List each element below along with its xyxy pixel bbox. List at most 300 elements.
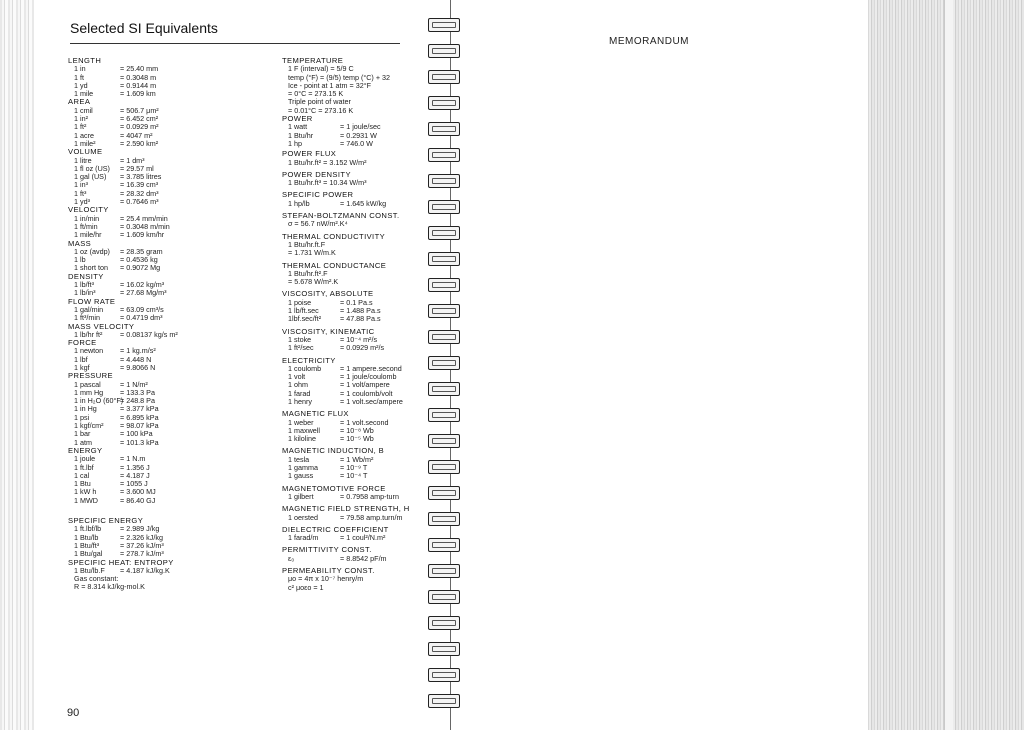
spiral-coil — [428, 408, 460, 422]
section-heading: TEMPERATURE — [282, 56, 344, 65]
unit-value: = 8.8542 pF/m — [340, 553, 387, 563]
page-title: Selected SI Equivalents — [70, 20, 218, 36]
unit-value: = 28.35 gram — [120, 246, 163, 256]
conversion-row — [68, 397, 278, 405]
conversion-line: = 1.731 W/m.K — [288, 248, 336, 258]
section-heading: VISCOSITY, ABSOLUTE — [282, 289, 374, 299]
spiral-coil — [428, 96, 460, 110]
section-heading: THERMAL CONDUCTIVITY — [282, 231, 386, 241]
conversion-row — [282, 140, 432, 148]
conversion-line: 1 Btu/hr.ft².F — [288, 268, 328, 278]
unit-value: = 248.8 Pa — [120, 396, 155, 406]
unit-value: = 1 coulomb/volt — [340, 388, 393, 398]
unit-value: = 0.08137 kg/s m² — [120, 329, 178, 339]
spiral-coil — [428, 668, 460, 682]
spiral-coil — [428, 512, 460, 526]
conversion-row — [68, 74, 278, 82]
unit-label: 1 bar — [74, 429, 91, 439]
unit-value: = 1 ampere.second — [340, 363, 402, 373]
conversion-section — [68, 240, 278, 273]
conversion-row — [68, 525, 278, 533]
unit-value: = 0.4536 kg — [120, 255, 158, 265]
spiral-coil — [428, 642, 460, 656]
unit-label: 1 in² — [74, 114, 88, 124]
unit-label: 1 gal/min — [74, 304, 104, 314]
conversion-section — [68, 57, 278, 98]
section-heading: MASS — [68, 238, 92, 248]
unit-value: = 1.488 Pa.s — [340, 306, 381, 316]
section-heading: VISCOSITY, KINEMATIC — [282, 326, 375, 336]
unit-label: 1 Btu/hr — [288, 130, 314, 140]
unit-label: 1 mile — [74, 89, 94, 99]
section-heading: MASS VELOCITY — [68, 321, 135, 331]
conversion-row — [282, 200, 432, 208]
memorandum-heading: MEMORANDUM — [609, 36, 689, 47]
unit-value: = 746.0 W — [340, 138, 373, 148]
unit-label: 1 joule — [74, 454, 96, 464]
unit-value: = 3.785 litres — [120, 172, 162, 182]
unit-value: = 79.58 amp.turn/m — [340, 512, 403, 522]
unit-value: = 1 volt/ampere — [340, 380, 390, 390]
unit-value: = 2.326 kJ/kg — [120, 532, 163, 542]
unit-value: = 0.2931 W — [340, 130, 377, 140]
conversion-section — [68, 323, 278, 340]
conversion-line: σ = 56.7 nW/m².K⁴ — [288, 219, 348, 229]
conversion-row — [68, 82, 278, 90]
unit-label: 1 ft³ — [74, 188, 87, 198]
conversion-row — [68, 123, 278, 131]
spiral-coil — [428, 356, 460, 370]
spiral-coil — [428, 252, 460, 266]
unit-label: 1 psi — [74, 412, 90, 422]
unit-label: 1 cmil — [74, 105, 93, 115]
unit-label: 1 Btu — [74, 479, 91, 489]
unit-label: 1 ft.lbf — [74, 462, 94, 472]
conversion-row — [68, 107, 278, 115]
section-heading: THERMAL CONDUCTANCE — [282, 260, 387, 270]
conversion-section — [282, 150, 432, 167]
section-heading: DIELECTRIC COEFFICIENT — [282, 524, 389, 534]
unit-value: = 1 kg.m/s² — [120, 346, 156, 356]
spiral-coil — [428, 18, 460, 32]
conversion-section — [68, 559, 278, 592]
conversion-row — [68, 181, 278, 189]
unit-label: 1 yd — [74, 80, 88, 90]
unit-label: 1 kgf/cm² — [74, 421, 104, 431]
conversion-row — [68, 464, 278, 472]
unit-value: = 10⁻⁹ T — [340, 463, 368, 473]
unit-value: = 1 Wb/m² — [340, 454, 374, 464]
unit-label: 1 Btu/ft³ — [74, 540, 100, 550]
spiral-coil — [428, 616, 460, 630]
unit-label: 1 in/min — [74, 213, 100, 223]
unit-label: 1 in H₂O (60°F) — [74, 396, 124, 406]
conversion-row — [68, 231, 278, 239]
unit-label: 1 kW h — [74, 487, 97, 497]
unit-label: 1 oersted — [288, 512, 318, 522]
unit-label: 1 mile/hr — [74, 230, 102, 240]
spiral-coil — [428, 70, 460, 84]
section-heading: ENERGY — [68, 445, 103, 455]
conversion-section — [282, 328, 432, 353]
conversion-section — [282, 567, 432, 592]
unit-value: = 1 volt.second — [340, 417, 389, 427]
title-rule — [70, 43, 400, 44]
conversion-row — [68, 65, 278, 73]
conversion-section — [282, 357, 432, 407]
unit-label: 1 farad/m — [288, 533, 319, 543]
unit-label: 1 fl oz (US) — [74, 163, 110, 173]
unit-label: 1 lbf — [74, 354, 88, 364]
section-heading: SPECIFIC POWER — [282, 190, 354, 200]
section-heading: PERMITTIVITY CONST. — [282, 545, 372, 555]
conversion-section — [68, 298, 278, 323]
unit-value: = 98.07 kPa — [120, 421, 159, 431]
unit-label: 1 stoke — [288, 334, 312, 344]
conversion-row — [68, 356, 278, 364]
unit-value: = 0.9072 Mg — [120, 263, 161, 273]
spiral-coil — [428, 694, 460, 708]
unit-label: 1 Btu/gal — [74, 549, 103, 559]
conversion-row — [282, 435, 432, 443]
conversion-section — [282, 57, 432, 115]
page-number: 90 — [67, 707, 80, 719]
conversion-section — [68, 517, 278, 558]
unit-label: 1 henry — [288, 396, 312, 406]
conversion-line: 1 Btu/hr.ft³ = 10.34 W/m³ — [288, 178, 367, 188]
conversion-row — [68, 281, 278, 289]
unit-value: = 506.7 μm² — [120, 105, 159, 115]
unit-value: = 10⁻⁸ Wb — [340, 425, 374, 435]
conversion-section — [68, 98, 278, 148]
unit-value: = 9.8066 N — [120, 362, 156, 372]
conversion-row — [282, 344, 432, 352]
unit-label: 1 lb/hr ft² — [74, 329, 103, 339]
conversion-row — [68, 480, 278, 488]
unit-value: = 1.609 km — [120, 89, 156, 99]
conversion-section — [68, 273, 278, 298]
section-heading: POWER DENSITY — [282, 169, 351, 179]
spiral-coil — [428, 278, 460, 292]
conversion-row — [68, 497, 278, 505]
unit-value: = 28.32 dm³ — [120, 188, 159, 198]
unit-value: = 4.187 J — [120, 470, 150, 480]
unit-value: = 10⁻⁴ T — [340, 471, 368, 481]
unit-label: 1 in Hg — [74, 404, 97, 414]
conversion-row — [68, 248, 278, 256]
spiral-coil — [428, 460, 460, 474]
conversion-line: = 5.678 W/m².K — [288, 277, 339, 287]
spiral-coil — [428, 330, 460, 344]
unit-label: 1 MWD — [74, 495, 98, 505]
unit-label: 1 watt — [288, 122, 308, 132]
unit-label: 1 in³ — [74, 180, 88, 190]
unit-value: = 47.88 Pa.s — [340, 314, 381, 324]
right-column — [282, 57, 432, 592]
unit-label: 1 hp — [288, 138, 302, 148]
section-heading: VELOCITY — [68, 205, 109, 215]
conversion-section — [282, 115, 432, 148]
conversion-line: Ice - point at 1 atm = 32°F — [288, 80, 371, 90]
section-heading: SPECIFIC HEAT: ENTROPY — [68, 557, 174, 567]
section-heading: POWER FLUX — [282, 149, 337, 159]
conversion-section — [282, 546, 432, 563]
conversion-line: temp (°F) = (9/5) temp (°C) + 32 — [288, 72, 391, 82]
section-heading: MAGNETIC FIELD STRENGTH, H — [282, 504, 410, 514]
section-heading: MAGNETOMOTIVE FORCE — [282, 483, 386, 493]
unit-value: = 133.3 Pa — [120, 387, 155, 397]
unit-label: 1 atm — [74, 437, 92, 447]
conversion-section — [282, 191, 432, 208]
conversion-row — [68, 190, 278, 198]
spiral-coil — [428, 538, 460, 552]
conversion-row — [68, 405, 278, 413]
unit-value: = 27.68 Mg/m³ — [120, 288, 167, 298]
unit-value: = 0.9144 m — [120, 80, 157, 90]
conversion-row — [68, 488, 278, 496]
section-heading: PRESSURE — [68, 371, 113, 381]
conversion-row — [68, 215, 278, 223]
conversion-row — [68, 534, 278, 542]
conversion-section — [282, 262, 432, 287]
unit-label: 1 poise — [288, 297, 312, 307]
conversion-line: = 0.01°C = 273.16 K — [288, 105, 354, 115]
unit-value: = 37.26 kJ/m³ — [120, 540, 164, 550]
unit-label: 1 yd³ — [74, 197, 90, 207]
unit-value: = 86.40 GJ — [120, 495, 156, 505]
spiral-coil — [428, 174, 460, 188]
conversion-row — [282, 514, 432, 522]
unit-label: 1 ohm — [288, 380, 308, 390]
unit-label: 1 ft² — [74, 122, 87, 132]
unit-value: = 278.7 kJ/m³ — [120, 549, 164, 559]
unit-value: = 10⁻⁴ m²/s — [340, 334, 378, 344]
conversion-row — [68, 472, 278, 480]
conversion-row — [282, 398, 432, 406]
unit-value: = 0.3048 m — [120, 72, 157, 82]
unit-label: 1 oz (avdp) — [74, 246, 110, 256]
unit-value: = 1.356 J — [120, 462, 150, 472]
unit-value: = 10⁻⁵ Wb — [340, 434, 374, 444]
unit-label: Gas constant: — [74, 574, 119, 584]
page-gap — [944, 0, 953, 730]
section-heading: PERMEABILITY CONST. — [282, 566, 375, 576]
section-heading: FLOW RATE — [68, 296, 116, 306]
unit-label: 1 kgf — [74, 362, 90, 372]
unit-value: = 4.187 kJ/kg.K — [120, 565, 170, 575]
unit-value: = 1 N/m² — [120, 379, 148, 389]
conversion-row — [282, 315, 432, 323]
section-heading: MAGNETIC INDUCTION, B — [282, 446, 385, 456]
conversion-section — [282, 212, 432, 229]
section-heading: MAGNETIC FLUX — [282, 409, 349, 419]
unit-value: = 0.4719 dm³ — [120, 313, 163, 323]
unit-value: = 1.645 kW/kg — [340, 198, 387, 208]
conversion-row — [68, 422, 278, 430]
unit-value: = 1 dm³ — [120, 155, 145, 165]
conversion-section — [68, 339, 278, 372]
spiral-coil — [428, 200, 460, 214]
section-heading: FORCE — [68, 338, 97, 348]
conversion-section — [282, 171, 432, 188]
unit-label: 1 weber — [288, 417, 314, 427]
unit-label: 1 gal (US) — [74, 172, 107, 182]
unit-value: = 4047 m² — [120, 130, 153, 140]
spiral-coil — [428, 382, 460, 396]
unit-value: = 1 joule/coulomb — [340, 372, 397, 382]
unit-value: = 0.0929 m² — [120, 122, 159, 132]
unit-label: 1 ft²/sec — [288, 343, 314, 353]
conversion-section — [68, 372, 278, 447]
conversion-line: 1 F (interval) = 5/9 C — [288, 64, 354, 74]
unit-label: 1 coulomb — [288, 363, 322, 373]
spiral-coil — [428, 304, 460, 318]
conversion-row — [68, 430, 278, 438]
conversion-line: μο = 4π x 10⁻⁷ henry/m — [288, 574, 364, 584]
unit-value: = 0.1 Pa.s — [340, 297, 373, 307]
unit-value: = 3.377 kPa — [120, 404, 159, 414]
conversion-section — [68, 447, 278, 505]
conversion-row — [68, 173, 278, 181]
unit-value: = 6.452 cm² — [120, 114, 159, 124]
spiral-coil — [428, 434, 460, 448]
section-heading: POWER — [282, 114, 313, 124]
conversion-section — [282, 290, 432, 323]
spiral-coil — [428, 148, 460, 162]
unit-value: = 2.989 J/kg — [120, 524, 160, 534]
conversion-row — [68, 115, 278, 123]
conversion-section — [68, 206, 278, 239]
conversion-row — [68, 132, 278, 140]
unit-label: 1 ft/min — [74, 221, 98, 231]
unit-label: 1 lb/in³ — [74, 288, 96, 298]
unit-label: 1 Btu/lb — [74, 532, 99, 542]
unit-label: 1 in — [74, 64, 86, 74]
unit-value: = 0.7958 amp-turn — [340, 491, 399, 501]
section-heading: STEFAN-BOLTZMANN CONST. — [282, 211, 400, 221]
unit-value: = 1 coul²/N.m² — [340, 533, 386, 543]
conversion-line: Triple point of water — [288, 97, 351, 107]
section-heading: LENGTH — [68, 56, 102, 65]
conversion-line: 1 Btu/hr.ft.F — [288, 239, 326, 249]
spiral-coil — [428, 486, 460, 500]
unit-label: 1 pascal — [74, 379, 101, 389]
spiral-binding — [428, 18, 458, 718]
unit-label: 1 farad — [288, 388, 311, 398]
spiral-coil — [428, 122, 460, 136]
unit-value: = 1055 J — [120, 479, 148, 489]
unit-value: = 1 N.m — [120, 454, 146, 464]
unit-label: 1 ft.lbf/lb — [74, 524, 102, 534]
unit-value: = 25.4 mm/min — [120, 213, 168, 223]
section-heading: SPECIFIC ENERGY — [68, 516, 144, 526]
conversion-row — [282, 534, 432, 542]
unit-label: R = 8.314 kJ/kg-mol.K — [74, 582, 145, 592]
conversion-section — [282, 505, 432, 522]
unit-label: 1lbf.sec/ft² — [288, 314, 322, 324]
unit-label: 1 mile² — [74, 138, 96, 148]
conversion-row — [68, 90, 278, 98]
unit-value: = 3.600 MJ — [120, 487, 156, 497]
conversion-section — [282, 233, 432, 258]
scan-left-edge — [0, 0, 34, 730]
spiral-coil — [428, 564, 460, 578]
unit-label: 1 newton — [74, 346, 104, 356]
unit-value: = 29.57 ml — [120, 163, 154, 173]
unit-value: = 4.448 N — [120, 354, 152, 364]
scan-right-edge — [868, 0, 1024, 730]
unit-label: 1 lb — [74, 255, 86, 265]
spiral-coil — [428, 44, 460, 58]
conversion-row — [68, 331, 278, 339]
unit-value: = 0.7646 m³ — [120, 197, 159, 207]
unit-label: 1 kiloline — [288, 434, 316, 444]
unit-value: = 0.0929 m²/s — [340, 343, 385, 353]
unit-label: 1 gamma — [288, 463, 318, 473]
conversion-section — [68, 148, 278, 206]
unit-label: 1 hp/lb — [288, 198, 310, 208]
conversion-section — [282, 526, 432, 543]
section-heading: ELECTRICITY — [282, 355, 336, 365]
unit-value: = 16.39 cm³ — [120, 180, 159, 190]
unit-value: = 25.40 mm — [120, 64, 159, 74]
conversion-row — [68, 347, 278, 355]
unit-label: 1 volt — [288, 372, 306, 382]
conversion-section — [282, 485, 432, 502]
unit-value: = 1.609 km/hr — [120, 230, 165, 240]
unit-label: 1 litre — [74, 155, 92, 165]
unit-label: 1 lb/ft.sec — [288, 306, 319, 316]
unit-value: = 6.895 kPa — [120, 412, 159, 422]
conversion-line: c² μοεο = 1 — [288, 582, 324, 592]
spiral-coil — [428, 590, 460, 604]
unit-label: 1 gilbert — [288, 491, 314, 501]
conversion-section — [282, 410, 432, 443]
unit-label: 1 cal — [74, 470, 90, 480]
unit-label: 1 mm Hg — [74, 387, 104, 397]
conversion-row — [282, 472, 432, 480]
unit-value: = 2.590 km² — [120, 138, 159, 148]
unit-label: 1 tesla — [288, 454, 310, 464]
unit-label: 1 lb/ft³ — [74, 280, 94, 290]
unit-label: 1 short ton — [74, 263, 108, 273]
unit-value: = 100 kPa — [120, 429, 153, 439]
unit-label: 1 ft — [74, 72, 84, 82]
conversion-row — [68, 583, 278, 591]
unit-label: 1 maxwell — [288, 425, 320, 435]
section-heading: DENSITY — [68, 271, 104, 281]
section-heading: VOLUME — [68, 147, 103, 157]
unit-label: 1 acre — [74, 130, 94, 140]
section-heading: AREA — [68, 97, 91, 107]
conversion-row — [68, 455, 278, 463]
left-column — [68, 57, 278, 592]
conversion-row — [282, 493, 432, 501]
unit-value: = 16.02 kg/m³ — [120, 280, 165, 290]
conversion-line: = 0°C = 273.15 K — [288, 89, 344, 99]
unit-value: = 1 volt.sec/ampere — [340, 396, 403, 406]
unit-value: = 101.3 kPa — [120, 437, 159, 447]
unit-label: 1 Btu/lb.F — [74, 565, 105, 575]
unit-value: = 0.3048 m/min — [120, 221, 170, 231]
unit-label: 1 ft³/min — [74, 313, 100, 323]
conversion-line: 1 Btu/hr.ft² = 3.152 W/m² — [288, 157, 367, 167]
spiral-coil — [428, 226, 460, 240]
unit-label: ε₀ — [288, 553, 295, 563]
conversion-row — [282, 555, 432, 563]
unit-value: = 1 joule/sec — [340, 122, 381, 132]
unit-label: 1 gauss — [288, 471, 314, 481]
